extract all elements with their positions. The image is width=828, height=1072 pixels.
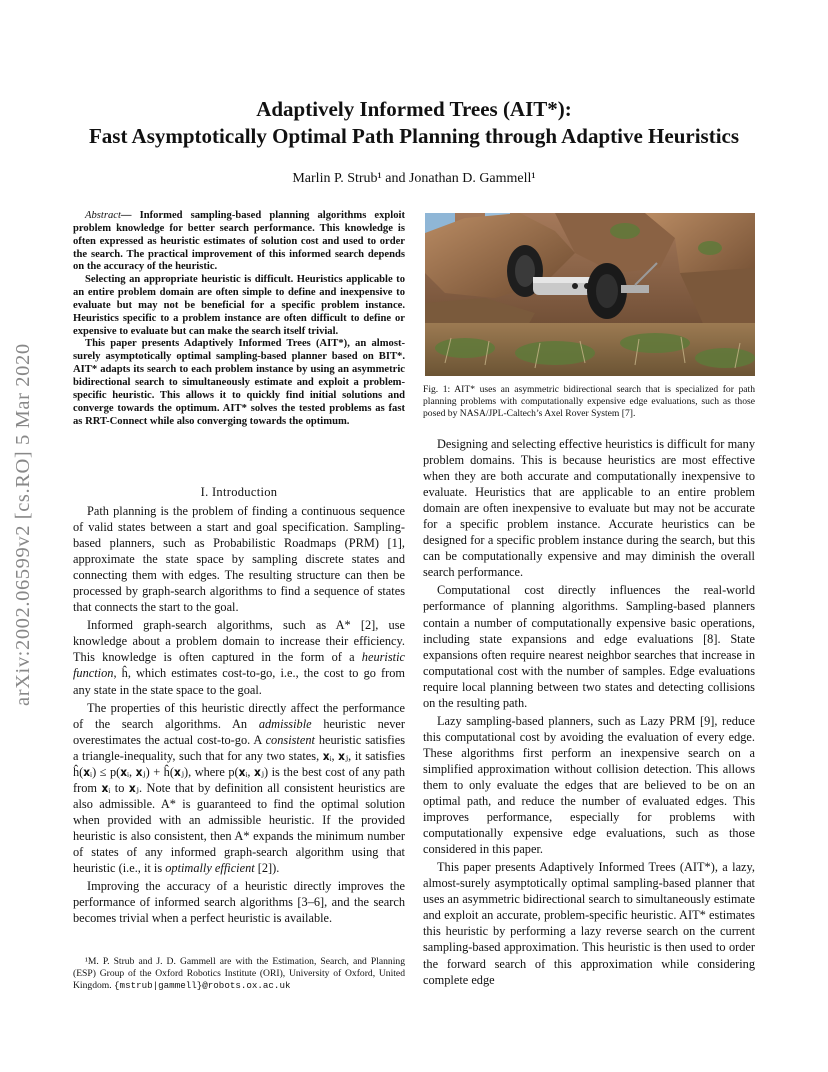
abstract-paragraph-2: Selecting an appropriate heuristic is difficult. Heuristics applicable to an entire problem domain are often simple to define and inexpensive to evaluate but may not be beneficial for a specific problem instance. Heuristics specific to a problem instance are often difficult to define or expensive to evaluate but can make the search itself trivial.	[73, 274, 405, 337]
arxiv-identifier: arXiv:2002.06599v2 [cs.RO] 5 Mar 2020	[12, 343, 34, 707]
intro-paragraph-3: The properties of this heuristic directly affect the performance of the search algorithms. An admissible heuristic never overestimates the actual cost-to-go. A consistent heuristic satisfies a triangle-inequality, such that for any two states, 𝐱ᵢ, 𝐱ⱼ, it satisfies ĥ(𝐱ᵢ) ≤ p(𝐱ᵢ, 𝐱ⱼ) + ĥ(𝐱ⱼ), where p(𝐱ᵢ, 𝐱ⱼ) is the best cost of any path from 𝐱ᵢ to 𝐱ⱼ. Note that by definition all consistent heuristics are also admissible. A* is guaranteed to find the optimal solution when provided with an admissible heuristic. If the provided heuristic is also consistent, then A* expands the minimum number of states of any informed graph-search algorithm using that heuristic (i.e., it is optimally efficient [2]).	[73, 700, 405, 876]
title-line-2: Fast Asymptotically Optimal Path Planning through Adaptive Heuristics	[88, 124, 740, 148]
abstract-paragraph-1: Abstract— Informed sampling-based planning algorithms exploit problem knowledge for better search performance. This knowledge is often expressed as heuristic estimates of solution cost and used to order the search. The practical improvement of this informed search depends on the accuracy of the heuristic.	[73, 210, 405, 273]
right-paragraph-4: This paper presents Adaptively Informed Trees (AIT*), a lazy, almost-surely asymptotically optimal sampling-based planner that uses an asymmetric bidirectional search to simultaneously estimate and exploit an accurate, problem-specific heuristic. AIT* estimates this heuristic by performing a lazy reverse search on the current sampling-based approximation. This heuristic is then used to order the forward search of this approximation while considering complete edge	[423, 860, 755, 987]
title-line-1: Adaptively Informed Trees (AIT*):	[256, 97, 572, 121]
abstract-paragraph-3: This paper presents Adaptively Informed Trees (AIT*), an almost-surely asymptotically optimal sampling-based planner based on BIT*. AIT* adapts its search to each problem instance by using an asymmetric bidirectional search to simultaneously estimate and exploit a problem-specific heuristic. This allows it to quickly find initial solutions and converge towards the optimum. AIT* solves the tested problems as fast as RRT-Connect while also converging towards the optimum.	[73, 338, 405, 427]
intro-paragraph-4: Improving the accuracy of a heuristic directly improves the performance of informed search algorithms [3–6], and the search becomes trivial when a perfect heuristic is available.	[73, 879, 405, 926]
authors: Marlin P. Strub¹ and Jonathan D. Gammell¹	[292, 171, 536, 186]
footnote-email: {mstrub|gammell}@robots.ox.ac.uk	[114, 980, 291, 992]
intro-paragraph-1: Path planning is the problem of finding a continuous sequence of valid states between a start and goal specification. Sampling-based planners, such as Probabilistic Roadmaps (PRM) [1], approximate the state space by sampling discrete states and connecting them with edges. The resulting structure can then be processed by graph-search algorithms to find a sequence of states that connects the start to the goal.	[73, 504, 405, 615]
paper-title	[0, 96, 828, 150]
section-heading-introduction: I. Introduction	[200, 485, 278, 499]
intro-paragraph-2: Informed graph-search algorithms, such as A* [2], use knowledge about a problem domain to increase their efficiency. This knowledge is often captured in the form of a heuristic function, ĥ, which estimates cost-to-go, i.e., the cost to go from any state in the state space to the goal.	[73, 618, 405, 697]
rover-photo-illustration	[425, 213, 755, 376]
right-paragraph-2: Computational cost directly influences the real-world performance of planning algorithms. Sampling-based planners contain a number of computationally expensive basic operations, including state expansions and edge evaluations [8]. State expansions often require nearest neighbor searches that increase in computational cost with the number of samples. Edge evaluations require local planning between two states and detecting collisions on the resulting path.	[423, 583, 755, 710]
abstract-label: Abstract	[85, 210, 121, 221]
abstract	[73, 210, 405, 428]
left-column-body	[73, 503, 405, 928]
figure-rover-photo	[425, 213, 755, 376]
right-column-body	[423, 436, 755, 990]
right-paragraph-3: Lazy sampling-based planners, such as Lazy PRM [9], reduce this computational cost by avoiding the evaluation of every edge. These algorithms first perform an inexpensive search on a simplified approximation without collision detection. This allows them to only evaluate the edges that are believed to be on an optimal path, and reduce the number of evaluated edges. This improves performance, especially for problems with computationally expensive edge evaluations, such as those considered in this paper.	[423, 713, 755, 857]
footnote: ¹M. P. Strub and J. D. Gammell are with the Estimation, Search, and Planning (ESP) Group of the Oxford Robotics Institute (ORI), University of Oxford, United Kingdom. {mstrub|gammell}@robots.ox.ac.uk	[73, 956, 405, 992]
figure-caption: Fig. 1: AIT* uses an asymmetric bidirectional search that is specialized for path planning problems with computationally expensive edge evaluations, such as those posed by NASA/JPL-Caltech’s Axel Rover System [7].	[423, 384, 755, 419]
right-paragraph-1: Designing and selecting effective heuristics is difficult for many problem domains. This is because heuristics are most effective when they are both accurate and computationally inexpensive to evaluate. Heuristics that are applicable to an entire problem domain are often inexpensive to evaluate but may not be accurate for a specific problem instance. Accurate heuristics can be designed for a specific problem instance during the search, but this can be computationally expensive and may diminish the overall search performance.	[423, 437, 755, 580]
